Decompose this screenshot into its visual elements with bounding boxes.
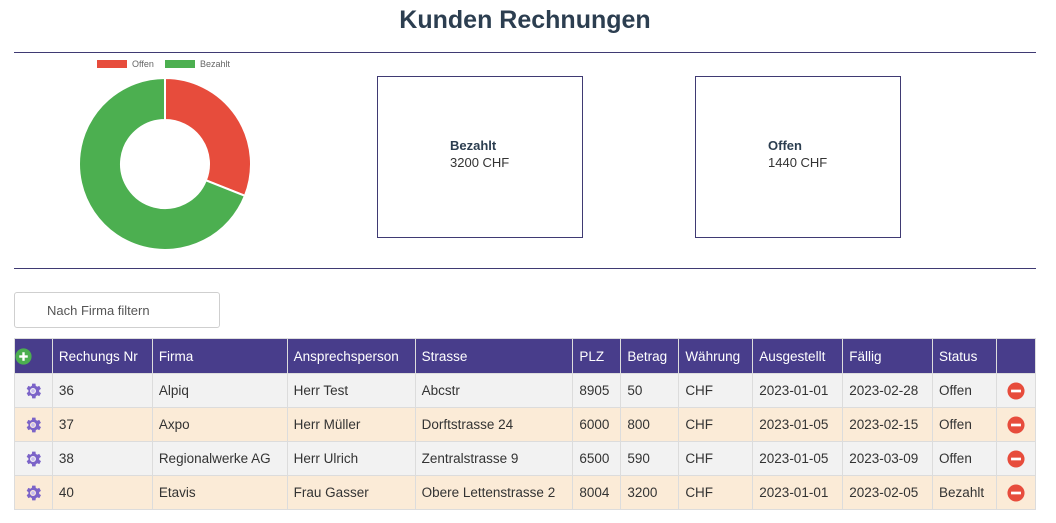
cell-ansprechsperson: Herr Müller (287, 408, 415, 442)
doughnut-svg (70, 56, 260, 256)
open-summary-card (695, 76, 901, 238)
delete-cell (997, 442, 1036, 476)
cell-firma: Regionalwerke AG (152, 442, 287, 476)
header-faellig: Fällig (843, 339, 933, 374)
cell-ansprechsperson: Herr Test (287, 374, 415, 408)
edit-cell (15, 374, 53, 408)
cell-firma: Alpiq (152, 374, 287, 408)
header-ansprechsperson: Ansprechsperson (287, 339, 415, 374)
company-filter-input[interactable] (14, 292, 220, 328)
table-row (15, 442, 1036, 476)
cell-betrag: 3200 (621, 476, 679, 510)
header-waehrung: Währung (679, 339, 753, 374)
cell-waehrung: CHF (679, 374, 753, 408)
paid-card-value: 3200 CHF (450, 155, 510, 170)
cell-status: Offen (933, 442, 997, 476)
cell-nr: 38 (52, 442, 152, 476)
page-title: Kunden Rechnungen (399, 6, 651, 34)
cell-nr: 36 (52, 374, 152, 408)
cell-ausgestellt: 2023-01-05 (753, 408, 843, 442)
cell-strasse: Abcstr (415, 374, 573, 408)
cell-status: Offen (933, 408, 997, 442)
cell-plz: 6000 (573, 408, 621, 442)
table-row (15, 476, 1036, 510)
cell-faellig: 2023-03-09 (843, 442, 933, 476)
cell-faellig: 2023-02-28 (843, 374, 933, 408)
table-header-row (15, 339, 1036, 374)
cell-firma: Etavis (152, 476, 287, 510)
cell-strasse: Dorftstrasse 24 (415, 408, 573, 442)
header-actions (997, 339, 1036, 374)
edit-cell (15, 408, 53, 442)
plus-circle-icon[interactable] (15, 348, 32, 365)
cell-betrag: 800 (621, 408, 679, 442)
header-plz: PLZ (573, 339, 621, 374)
cell-betrag: 590 (621, 442, 679, 476)
cell-waehrung: CHF (679, 442, 753, 476)
cell-plz: 8905 (573, 374, 621, 408)
table-row (15, 408, 1036, 442)
cell-firma: Axpo (152, 408, 287, 442)
cell-status: Offen (933, 374, 997, 408)
edit-cell (15, 442, 53, 476)
donut-slice-offen[interactable] (165, 78, 251, 196)
legend-label-bezahlt: Bezahlt (200, 59, 231, 69)
table-row (15, 374, 1036, 408)
cell-ausgestellt: 2023-01-05 (753, 442, 843, 476)
delete-cell (997, 476, 1036, 510)
divider-bottom (14, 268, 1036, 269)
cell-nr: 40 (52, 476, 152, 510)
cell-faellig: 2023-02-15 (843, 408, 933, 442)
status-doughnut-chart (70, 56, 260, 256)
header-status: Status (933, 339, 997, 374)
header-firma: Firma (152, 339, 287, 374)
gear-icon[interactable] (23, 381, 43, 401)
gear-icon[interactable] (23, 415, 43, 435)
minus-circle-icon[interactable] (1007, 382, 1025, 400)
minus-circle-icon[interactable] (1007, 416, 1025, 434)
header-betrag: Betrag (621, 339, 679, 374)
cell-strasse: Obere Lettenstrasse 2 (415, 476, 573, 510)
gear-icon[interactable] (23, 449, 43, 469)
cell-ausgestellt: 2023-01-01 (753, 374, 843, 408)
edit-cell (15, 476, 53, 510)
cell-waehrung: CHF (679, 476, 753, 510)
cell-ausgestellt: 2023-01-01 (753, 476, 843, 510)
add-column-header (15, 339, 53, 374)
header-ausgestellt: Ausgestellt (753, 339, 843, 374)
minus-circle-icon[interactable] (1007, 450, 1025, 468)
paid-card-title: Bezahlt (450, 138, 497, 153)
header-rechnungs-nr: Rechungs Nr (52, 339, 152, 374)
cell-strasse: Zentralstrasse 9 (415, 442, 573, 476)
gear-icon[interactable] (23, 483, 43, 503)
cell-status: Bezahlt (933, 476, 997, 510)
cell-plz: 8004 (573, 476, 621, 510)
cell-nr: 37 (52, 408, 152, 442)
invoices-table (14, 338, 1036, 510)
cell-waehrung: CHF (679, 408, 753, 442)
minus-circle-icon[interactable] (1007, 484, 1025, 502)
open-card-title: Offen (768, 138, 802, 153)
cell-ansprechsperson: Frau Gasser (287, 476, 415, 510)
delete-cell (997, 374, 1036, 408)
cell-faellig: 2023-02-05 (843, 476, 933, 510)
cell-ansprechsperson: Herr Ulrich (287, 442, 415, 476)
legend-label-offen: Offen (132, 59, 154, 69)
divider-top (14, 52, 1036, 53)
paid-summary-card (377, 76, 583, 238)
open-card-value: 1440 CHF (768, 155, 828, 170)
header-strasse: Strasse (415, 339, 573, 374)
delete-cell (997, 408, 1036, 442)
cell-plz: 6500 (573, 442, 621, 476)
cell-betrag: 50 (621, 374, 679, 408)
